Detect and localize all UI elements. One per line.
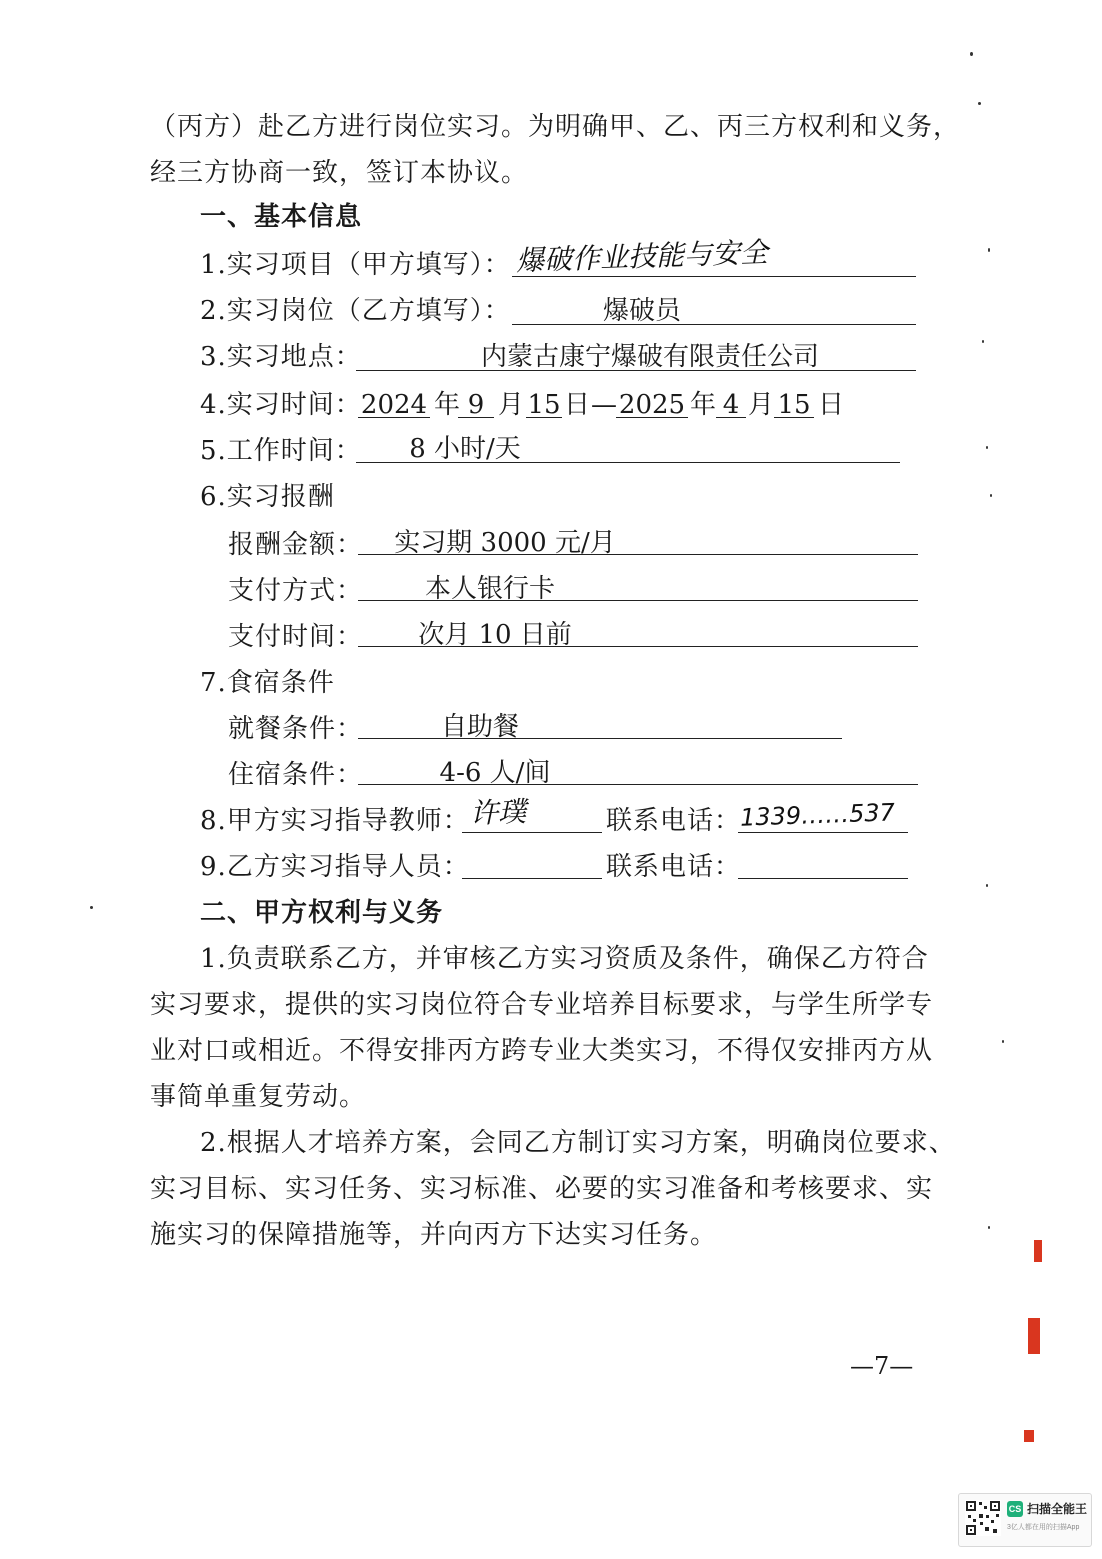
camscanner-logo-icon: CS [1007,1501,1023,1517]
scan-speck [988,1226,990,1229]
item4-yue-2: 月 [748,390,776,420]
meal-label: 就餐条件： [228,714,364,744]
item9-phone-underline [738,878,908,879]
item8-phone-handwritten: 1339……537 [739,798,896,832]
item8-label: 8.甲方实习指导教师： [200,806,470,836]
section2-p2-line3: 施实习的保障措施等，并向丙方下达实习任务。 [150,1220,718,1250]
item4-label: 4.实习时间： [200,390,362,420]
item9-label: 9.乙方实习指导人员： [200,852,470,882]
stamp-edge-mark [1024,1430,1034,1442]
item3-label: 3.实习地点： [200,342,362,372]
item4-nian-1: 年 [434,390,462,420]
item8-teacher-underline [462,832,602,833]
scan-speck [978,102,981,105]
pay-time-value: 次月 10 日前 [418,620,572,650]
item8-phone-label: 联系电话： [606,806,742,836]
item2-label: 2.实习岗位（乙方填写）： [200,296,511,326]
scan-speck [986,884,988,887]
section2-p2-line2: 实习目标、实习任务、实习标准、必要的实习准备和考核要求、实 [150,1174,934,1204]
pay-time-label: 支付时间： [228,622,364,652]
scan-speck [986,446,988,449]
item4-start-day: 15 [527,390,561,420]
scanner-badge-subtitle: 3亿人都在用的扫描App [1007,1524,1080,1531]
pay-amount-value: 实习期 3000 元/月 [394,528,616,558]
item4-ri-2: 日 [818,390,846,420]
intro-line-2: 经三方协商一致，签订本协议。 [150,158,529,188]
item2-value: 爆破员 [602,296,681,326]
stamp-edge-mark [1028,1318,1040,1354]
pay-method-value: 本人银行卡 [424,574,555,604]
section2-p1-line4: 事简单重复劳动。 [150,1082,367,1112]
item4-yue-1: 月 [498,390,526,420]
scan-speck [988,248,990,252]
scan-speck [970,52,973,56]
scanner-badge [958,1493,1092,1547]
intro-line-1: （丙方）赴乙方进行岗位实习。为明确甲、乙、丙三方权利和义务， [150,112,961,142]
item3-value: 内蒙古康宁爆破有限责任公司 [480,342,819,372]
item4-end-month: 4 [722,390,740,420]
item5-label: 5.工作时间： [200,436,362,466]
item1-label: 1.实习项目（甲方填写）： [200,250,511,280]
item4-ri-dash: 日— [564,390,619,420]
item4-start-month: 9 [467,390,485,420]
section2-p1-line3: 业对口或相近。不得安排丙方跨专业大类实习，不得仅安排丙方从 [150,1036,934,1066]
item9-person-underline [462,878,602,879]
item5-value: 8 小时/天 [409,434,521,464]
item4-start-year: 2024 [360,390,428,420]
item9-phone-label: 联系电话： [606,852,742,882]
item6-label: 6.实习报酬 [200,482,335,512]
scanner-badge-title: 扫描全能王 [1027,1502,1088,1516]
item7-label: 7.食宿条件 [200,668,335,698]
section2-p1-line1: 1.负责联系乙方，并审核乙方实习资质及条件，确保乙方符合 [200,944,929,974]
section2-p1-line2: 实习要求，提供的实习岗位符合专业培养目标要求，与学生所学专 [150,990,934,1020]
lodging-value: 4-6 人/间 [439,758,551,788]
pay-method-label: 支付方式： [228,576,364,606]
meal-value: 自助餐 [440,712,519,742]
section2-p2-line1: 2.根据人才培养方案，会同乙方制订实习方案，明确岗位要求、 [200,1128,956,1158]
scan-speck [90,906,93,909]
item8-teacher-signature: 许璞 [469,795,527,830]
item1-underline [512,276,916,277]
pay-amount-label: 报酬金额： [228,530,364,560]
section1-heading: 一、基本信息 [200,202,363,232]
item4-end-day: 15 [777,390,811,420]
item1-handwritten-value: 爆破作业技能与安全 [515,235,769,278]
section2-heading: 二、甲方权利与义务 [200,898,444,928]
item4-nian-2: 年 [690,390,718,420]
stamp-edge-mark [1034,1240,1042,1262]
scan-speck [990,494,992,497]
lodging-label: 住宿条件： [228,760,364,790]
scan-speck [982,340,984,343]
qr-code-icon [965,1500,1001,1536]
item4-end-year: 2025 [618,390,686,420]
page-number: —7— [850,1352,914,1380]
item8-phone-underline [738,832,908,833]
scan-speck [1002,1040,1004,1043]
